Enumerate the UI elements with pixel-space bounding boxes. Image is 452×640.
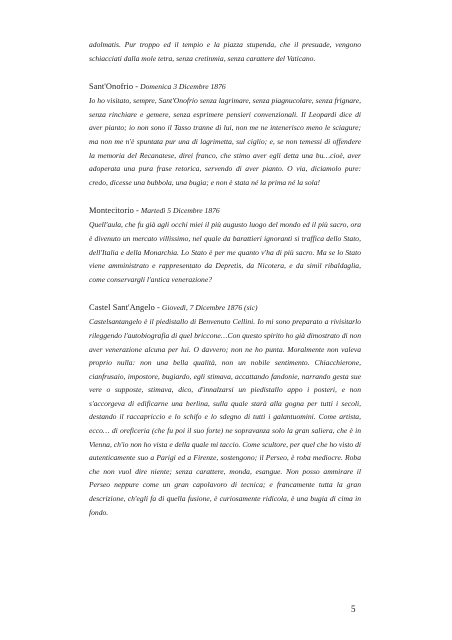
- page-number: 5: [351, 604, 356, 614]
- section-place: Sant'Onofrio: [89, 82, 134, 92]
- section-sant-onofrio: [89, 81, 361, 189]
- text-column: [89, 38, 361, 519]
- section-heading: [89, 205, 361, 217]
- section-body: Io ho visitato, sempre, Sant'Onofrio senza lagrimare, senza piagnucolare, senza frignare, senza rinchiare e gemere, senza esprimere pensieri convenzionali. Il Leopardi dice di aver pianto; io non sono il Tasso tranne di lui, non me ne intenerisco meno le sciagure; ma non me n'è spuntata pur una di lagrimetta, sul ciglio; e, se non temessi di offendere la memoria del Recanatese, direi franco, che stimo aver egli detta una bu…cioè, aver adoperata una pura frase retorica, servendo di aver pianto. O via, diciamolo pure: credo, dicesse una bubbola, una bugia; e non è stata né la prima né la sola!: [89, 96, 361, 187]
- section-place: Montecitorio: [89, 206, 134, 216]
- section-heading: [89, 81, 361, 93]
- section-date: Giovedì, 7 Dicembre 1876 (sic): [161, 303, 258, 313]
- section-montecitorio: [89, 205, 361, 286]
- section-castel-sant-angelo: [89, 302, 361, 519]
- section-date: Martedì 5 Dicembre 1876: [140, 206, 220, 216]
- section-body: Quell'aula, che fu già agli occhi miei il più augusto luogo del mondo ed il più sacro, ora è divenuto un mercato villissimo, nel quale da barattieri ignoranti si traffica dello Stato, dell'Italia e della Monarchia. Lo Stato è per me quanto v'ha di più sacro. Ma se lo Stato viene amministrato e rappresentato da Depretis, da Nicotera, e da simil ribaldaglia, come conservargli l'antica venerazione?: [89, 220, 361, 284]
- intro-paragraph: adolmatis. Pur troppo ed il tempio e la piazza stupenda, che il presuade, vengono schiacciati dalla mole tetra, senza cretinmia, senza carattere del Vaticano.: [89, 40, 361, 63]
- heading-separator: -: [133, 206, 141, 216]
- section-place: Castel Sant'Angelo: [89, 303, 155, 313]
- section-body: Castelsantangelo è il piedistallo di Benvenuto Cellini. Io mi sono preparato a rivisitarlo rileggendo l'autobiografia di quel briccone…Con questo spirito ho già dimostrato di non aver venerazione alcuna per lui. O davvero; non ne ho punta. Moralmente non valeva proprio nulla: non una bella qualità, non un nobile sentimento. Chiacchierone, cianfrusaio, impostore, bugiardo, egli stimava, accattando fandonie, narrando gesta sue vere o supposte, stimava, dico, d'innalzarsi un piedistallo appo i posteri, e non s'accorgeva di edificarne una berlina, sulla quale starà alla gogna per tutti i secoli, destando il raccapriccio e lo schifo e lo sdegno di tutti i galantuomini. Come artista, ecco… di oreficeria (che fu poi il suo forte) ne sopravanza solo la gran saliera, che è in Vienna, ch'io non ho vista e della quale mi taccio. Come scultore, per quel che ho visto di autenticamente suo a Parigi ed a Firenze, sostengono; il Perseo, è roba mediocre. Roba che non vuol dire niente; senza carattere, monda, esangue. Non posso ammirare il Perseo neppure come un gran capolavoro di tecnica; e francamente tutta la gran descrizione, ch'egli fa di quella fusione, è curiosamente ridicola, è una bugia di cima in fondo.: [89, 317, 361, 517]
- section-heading: [89, 302, 361, 314]
- section-date: Domenica 3 Dicembre 1876: [140, 82, 226, 92]
- heading-separator: -: [133, 82, 141, 92]
- heading-separator: -: [154, 303, 162, 313]
